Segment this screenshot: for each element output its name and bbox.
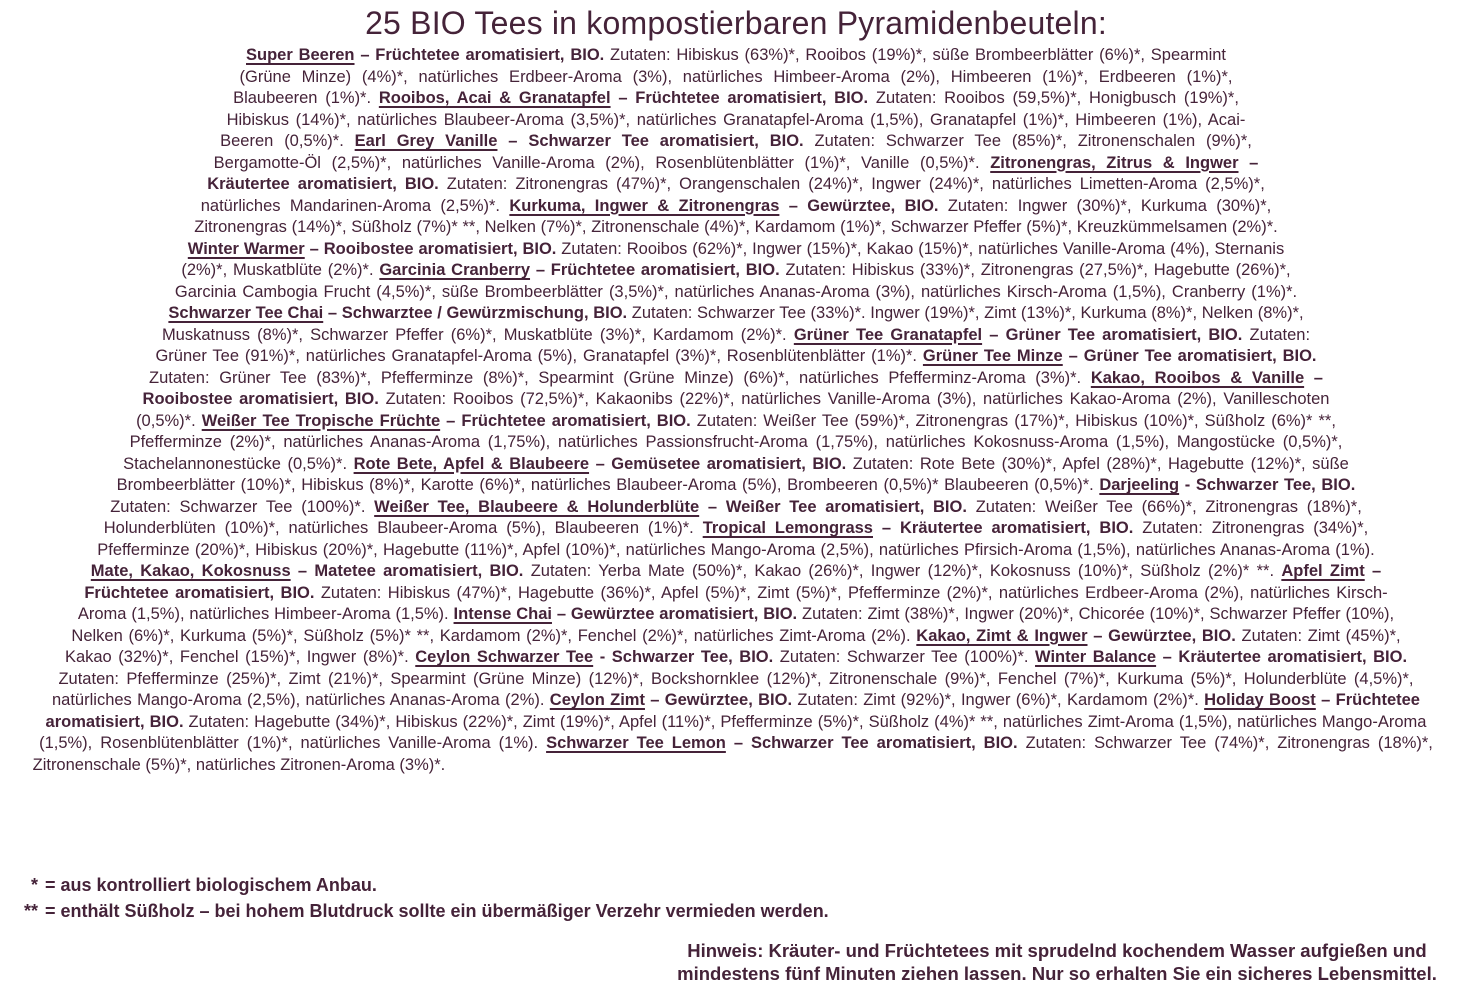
tea-name: Super Beeren bbox=[246, 46, 355, 64]
footnote-symbol: * bbox=[30, 875, 38, 895]
tea-ingredients: Zutaten: Schwarzer Tee (85%)*, Zitronenschalen (9%)*, Bergamotte-Öl (2,5%)*, natürliches Vanille-Aroma (2%), Rosenblütenblätter (1%)*, Vanille (0,5%)*. bbox=[213, 132, 1252, 172]
tea-description: – Früchtetee aromatisiert, BIO. bbox=[530, 261, 780, 279]
tea-name: Ceylon Schwarzer Tee bbox=[415, 648, 594, 666]
tea-description: – Weißer Tee aromatisiert, BIO. bbox=[699, 497, 967, 516]
tea-ingredients: Zutaten: Rooibos (72,5%)*, Kakaonibs (22%)*, natürliches Vanille-Aroma (3%), natürliches Kakao-Aroma (2%), Vanilleschoten (0,5%)*. bbox=[136, 390, 1330, 430]
tea-ingredients: Zutaten: Hibiskus (33%)*, Zitronengras (27,5%)*, Hagebutte (26%)*, Garcinia Cambogia Frucht (4,5%)*, süße Brombeerblätter (3,5%)*, natürliches Ananas-Aroma (3%), natürliches Kirsch-Aroma (1,5%), Cranberry (1%)*. bbox=[174, 261, 1298, 301]
tea-name: Weißer Tee Tropische Früchte bbox=[201, 411, 441, 430]
tea-description: – Kräutertee aromatisiert, BIO. bbox=[1156, 648, 1408, 666]
tea-name: Intense Chai bbox=[453, 605, 552, 623]
tea-name: Rooibos, Acai & Granatapfel bbox=[378, 89, 611, 107]
tea-ingredients: Zutaten: Zimt (38%)*, Ingwer (20%)*, Chicorée (10%)*, Schwarzer Pfeffer (10%), Nelken (6%)*, Kurkuma (5%)*, Süßholz (5%)* **, Kardamom (2%)*, Fenchel (2%)*, natürliches Zimt-Aroma (2%). bbox=[71, 605, 1395, 645]
tea-description: - Schwarzer Tee, BIO. bbox=[1179, 476, 1356, 494]
footnote-symbol: ** bbox=[23, 901, 38, 921]
tea-entry bbox=[415, 648, 1028, 666]
tea-ingredients: Zutaten: Schwarzer Tee (100%)*. bbox=[110, 497, 366, 516]
tea-name: Tropical Lemongrass bbox=[702, 519, 873, 537]
tea-description: – Gewürztee, BIO. bbox=[1087, 626, 1236, 645]
footnote-organic bbox=[8, 872, 829, 898]
tea-description: – Früchtetee aromatisiert, BIO. bbox=[440, 411, 691, 430]
tea-list-text bbox=[6, 45, 1466, 776]
tea-description: – Grüner Tee aromatisiert, BIO. bbox=[1062, 347, 1317, 365]
footnote-text: = aus kontrolliert biologischem Anbau. bbox=[45, 875, 377, 895]
tea-name: Darjeeling bbox=[1099, 476, 1180, 494]
tea-ingredients: Zutaten: Weißer Tee (66%)*, Zitronengras (18%)*, Holunderblüten (10%)*, natürliches Blaubeer-Aroma (5%), Blaubeeren (1%)*. bbox=[103, 497, 1362, 537]
tea-ingredients: Zutaten: Rooibos (59,5%)*, Honigbusch (19%)*, Hibiskus (14%)*, natürliches Blaubeer-Aroma (3,5%)*, natürliches Granatapfel-Aroma (1,5%), Granatapfel (1%)*, Himbeeren (1%), Acai-Beeren (0,5%)*. bbox=[220, 89, 1246, 150]
tea-entry bbox=[550, 691, 1199, 709]
tea-description: – Grüner Tee aromatisiert, BIO. bbox=[982, 325, 1243, 344]
tea-description: – Schwarzer Tee aromatisiert, BIO. bbox=[497, 132, 804, 150]
tea-description: – Kräutertee aromatisiert, BIO. bbox=[207, 153, 1259, 193]
tea-ingredients: Zutaten: Hibiskus (47%)*, Hagebutte (36%)*, Apfel (5%)*, Zimt (5%)*, Pfefferminze (2%)*, natürliches Erdbeer-Aroma (2%), natürliches Kirsch-Aroma (1,5%), natürliches Himbeer-Aroma (1,5%). bbox=[77, 583, 1388, 623]
tea-name: Grüner Tee Minze bbox=[922, 347, 1063, 365]
tea-description: – Früchtetee aromatisiert, BIO. bbox=[354, 46, 605, 64]
footnote-text: = enthält Süßholz – bei hohem Blutdruck sollte ein übermäßiger Verzehr vermieden werden. bbox=[45, 901, 829, 921]
tea-name: Earl Grey Vanille bbox=[354, 132, 498, 150]
tea-description: – Gemüsetee aromatisiert, BIO. bbox=[589, 454, 847, 473]
tea-ingredients: Zutaten: Pfefferminze (25%)*, Zimt (21%)*, Spearmint (Grüne Minze) (12%)*, Bockshornklee (12%)*, Zitronenschale (9%)*, Fenchel (7%)*, Kurkuma (5%)*, Holunderblüte (4,5%)*, natürliches Mango-Aroma (2,5%), natürliches Ananas-Aroma (2%). bbox=[52, 669, 1414, 709]
tea-name: Winter Balance bbox=[1035, 648, 1157, 666]
tea-name: Ceylon Zimt bbox=[549, 691, 645, 709]
tea-description: – Matetee aromatisiert, BIO. bbox=[290, 562, 524, 580]
tea-name: Kakao, Zimt & Ingwer bbox=[916, 626, 1088, 645]
tea-description: – Früchtetee aromatisiert, BIO. bbox=[84, 562, 1382, 602]
tea-description: – Früchtetee aromatisiert, BIO. bbox=[45, 691, 1420, 731]
tea-name: Grüner Tee Granatapfel bbox=[793, 325, 983, 344]
tea-description: – Schwarztee / Gewürzmischung, BIO. bbox=[323, 304, 628, 322]
tea-name: Kurkuma, Ingwer & Zitronengras bbox=[509, 196, 780, 215]
tea-name: Weißer Tee, Blaubeere & Holunderblüte bbox=[374, 497, 700, 516]
tea-description: – Schwarzer Tee aromatisiert, BIO. bbox=[725, 734, 1018, 752]
tea-description: – Rooibostee aromatisiert, BIO. bbox=[142, 368, 1323, 408]
tea-ingredients: Zutaten: Rooibos (62%)*, Ingwer (15%)*, Kakao (15%)*, natürliches Vanille-Aroma (4%), Sternanis (2%)*, Muskatblüte (2%)*. bbox=[181, 239, 1285, 279]
tea-ingredients: Zutaten: Zitronengras (47%)*, Orangenschalen (24%)*, Ingwer (24%)*, natürliches Limetten-Aroma (2,5%)*, natürliches Mandarinen-Aroma (2,5%)*. bbox=[200, 175, 1265, 215]
brewing-note: Hinweis: Kräuter- und Früchtetees mit sprudelnd kochendem Wasser aufgießen und mindestens fünf Minuten ziehen lassen. Nur so erhalten Sie ein sicheres Lebensmittel. bbox=[677, 940, 1437, 984]
tea-ingredients: Zutaten: Hagebutte (34%)*, Hibiskus (22%)*, Zimt (19%)*, Apfel (11%)*, Pfefferminze (5%)*, Süßholz (4%)* **, natürliches Zimt-Aroma (1,5%), natürliches Mango-Aroma (1,5%), Rosenblütenblätter (1%)*, natürliches Vanille-Aroma (1%). bbox=[39, 712, 1427, 752]
tea-description: – Gewürztee aromatisiert, BIO. bbox=[551, 605, 798, 623]
tea-ingredients: Zutaten: Schwarzer Tee (100%)*. bbox=[773, 648, 1029, 666]
tea-name: Schwarzer Tee Chai bbox=[168, 304, 324, 322]
tea-ingredients: Zutaten: Zimt (45%)*, Kakao (32%)*, Fenchel (15%)*, Ingwer (8%)*. bbox=[64, 626, 1401, 666]
tea-name: Schwarzer Tee Lemon bbox=[546, 734, 726, 752]
tea-name: Garcinia Cranberry bbox=[379, 261, 531, 279]
footnotes bbox=[8, 872, 829, 924]
tea-description: - Schwarzer Tee, BIO. bbox=[593, 648, 774, 666]
tea-ingredients: Zutaten: Weißer Tee (59%)*, Zitronengras (17%)*, Hibiskus (10%)*, Süßholz (6%)* **, Pfefferminze (2%)*, natürliches Ananas-Aroma (1,75%), natürliches Passionsfrucht-Aroma (1,75%), natürliches Kokosnuss-Aroma (1,5%), Mangostücke (0,5%)*, Stachelannonestücke (0,5%)*. bbox=[123, 411, 1343, 473]
footnote-licorice bbox=[8, 898, 829, 924]
page-title: 25 BIO Tees in kompostierbaren Pyramidenbeuteln: bbox=[365, 5, 1107, 41]
tea-name: Mate, Kakao, Kokosnuss bbox=[90, 562, 291, 580]
tea-name: Kakao, Rooibos & Vanille bbox=[1090, 368, 1305, 387]
tea-description: – Gewürztee, BIO. bbox=[644, 691, 793, 709]
tea-ingredients: Zutaten: Ingwer (30%)*, Kurkuma (30%)*, Zitronengras (14%)*, Süßholz (7%)* **, Nelken (7%)*, Zitronenschale (4%)*, Kardamom (1%)*, Schwarzer Pfeffer (5%)*, Kreuzkümmelsamen (2%)*. bbox=[194, 196, 1278, 236]
tea-ingredients: Zutaten: Grüner Tee (91%)*, natürliches Granatapfel-Aroma (5%), Granatapfel (3%)*, Rosenblütenblätter (1%)*. bbox=[155, 325, 1311, 365]
tea-name: Holiday Boost bbox=[1204, 691, 1316, 709]
tea-name: Zitronengras, Zitrus & Ingwer bbox=[990, 153, 1239, 172]
tea-entry bbox=[91, 562, 1274, 580]
tea-ingredients: Zutaten: Zimt (92%)*, Ingwer (6%)*, Kardamom (2%)*. bbox=[792, 691, 1199, 709]
tea-ingredients: Zutaten: Schwarzer Tee (74%)*, Zitronengras (18%)*, Zitronenschale (5%)*, natürliches Zitronen-Aroma (3%)*. bbox=[32, 734, 1433, 774]
tea-ingredients: Zutaten: Zitronengras (34%)*, Pfefferminze (20%)*, Hibiskus (20%)*, Hagebutte (11%)*, Apfel (10%)*, natürliches Mango-Aroma (2,5%), natürliches Pfirsich-Aroma (1,5%), natürliches Ananas-Aroma (1%). bbox=[97, 519, 1375, 559]
tea-description: – Kräutertee aromatisiert, BIO. bbox=[873, 519, 1134, 537]
tea-description: – Rooibostee aromatisiert, BIO. bbox=[304, 239, 557, 258]
tea-ingredients: Zutaten: Yerba Mate (50%)*, Kakao (26%)*, Ingwer (12%)*, Kokosnuss (10%)*, Süßholz (2%)* **. bbox=[523, 562, 1275, 580]
tea-description: – Gewürztee, BIO. bbox=[779, 196, 939, 215]
tea-description: – Früchtetee aromatisiert, BIO. bbox=[610, 89, 869, 107]
tea-ingredients: Zutaten: Schwarzer Tee (33%)*. Ingwer (19%)*, Zimt (13%)*, Kurkuma (8%)*, Nelken (8%)*, Muskatnuss (8%)*, Schwarzer Pfeffer (6%)*, Muskatblüte (3%)*, Kardamom (2%)*. bbox=[161, 304, 1304, 344]
tea-list-pyramid bbox=[6, 45, 1466, 776]
tea-ingredients: Zutaten: Grüner Tee (83%)*, Pfefferminze (8%)*, Spearmint (Grüne Minze) (6%)*, natürliches Pfefferminz-Aroma (3%)*. bbox=[149, 368, 1082, 387]
tea-ingredients: Zutaten: Hibiskus (63%)*, Rooibos (19%)*, süße Brombeerblätter (6%)*, Spearmint (Grüne Minze) (4%)*, natürliches Erdbeer-Aroma (3%), natürliches Himbeer-Aroma (2%), Himbeeren (1%)*, Erdbeeren (1%)*, Blaubeeren (1%)*. bbox=[233, 46, 1233, 107]
tea-name: Winter Warmer bbox=[187, 239, 305, 258]
tea-name: Apfel Zimt bbox=[1281, 562, 1365, 580]
tea-name: Rote Bete, Apfel & Blaubeere bbox=[353, 454, 590, 473]
tea-ingredients: Zutaten: Rote Bete (30%)*, Apfel (28%)*, Hagebutte (12%)*, süße Brombeerblätter (10%)*, Hibiskus (8%)*, Karotte (6%)*, natürliches Blaubeer-Aroma (5%), Brombeeren (0,5%)* Blaubeeren (0,5%)*. bbox=[116, 454, 1349, 494]
